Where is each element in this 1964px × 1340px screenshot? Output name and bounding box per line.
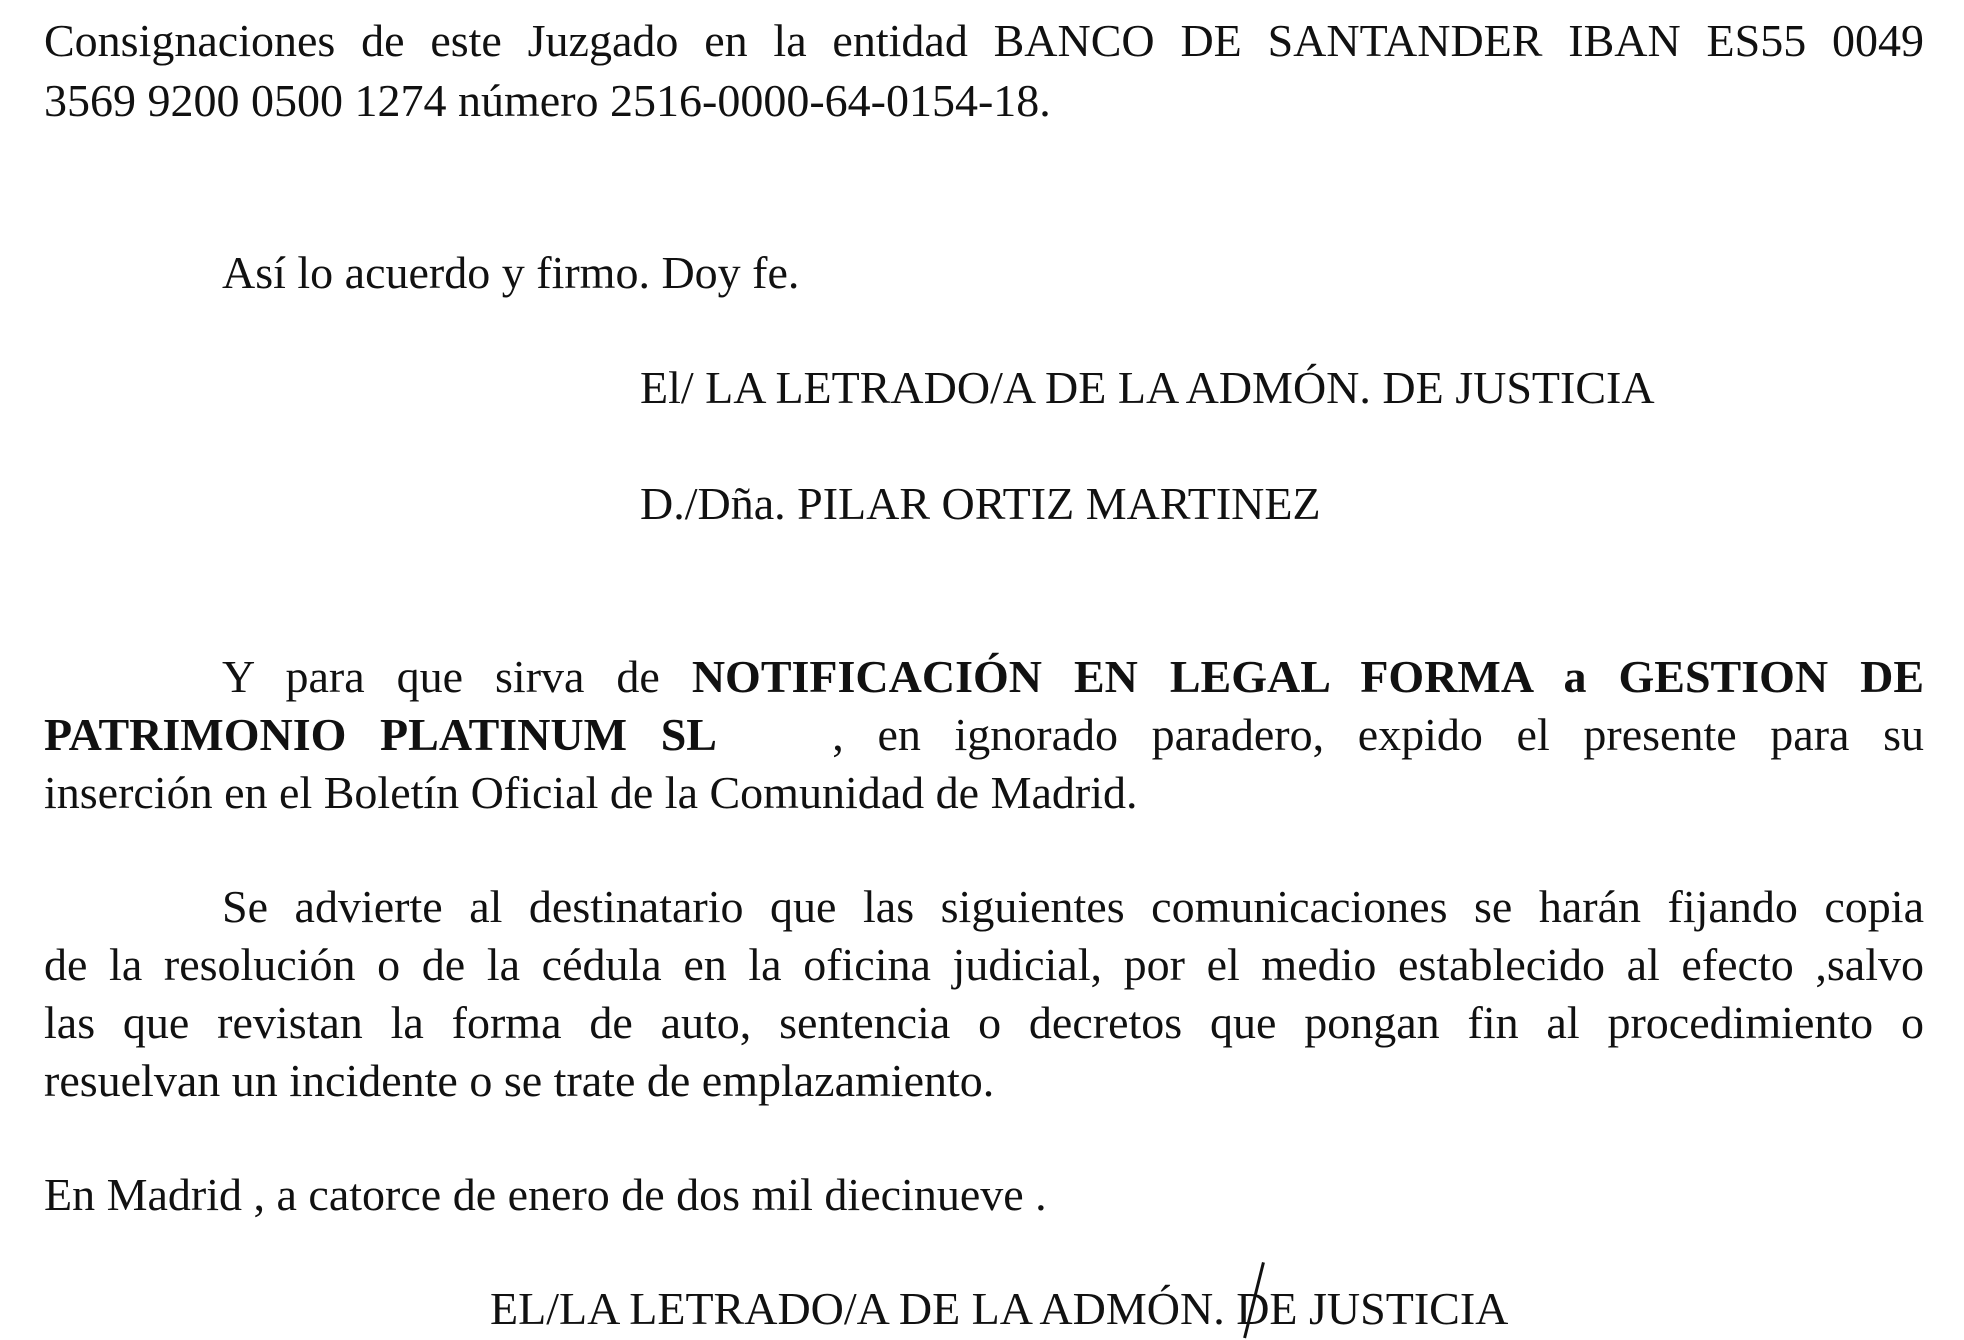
advertencia-line-3: las que revistan la forma de auto, sentencia o decretos que pongan fin al procedimiento o — [44, 997, 1924, 1048]
advertencia-line-4: resuelvan un incidente o se trate de emplazamiento. — [44, 1055, 995, 1106]
advertencia-line-2: de la resolución o de la cédula en la oficina judicial, por el medio establecido al efecto ,salvo — [44, 939, 1924, 990]
acuerdo-text: Así lo acuerdo y firmo. Doy fe. — [222, 247, 800, 298]
notificacion-bold-heading: NOTIFICACIÓN EN LEGAL FORMA a GESTION DE — [691, 651, 1924, 702]
notificacion-intro: Y para que sirva de — [222, 651, 660, 702]
advertencia-line-1: Se advierte al destinatario que las siguientes comunicaciones se harán fijando copia — [222, 881, 1924, 932]
signature-title-1: El/ LA LETRADO/A DE LA ADMÓN. DE JUSTICIA — [640, 362, 1655, 413]
signature-title-2: EL/LA LETRADO/A DE LA ADMÓN. DE JUSTICIA — [490, 1283, 1509, 1334]
notificacion-line-3: inserción en el Boletín Oficial de la Comunidad de Madrid. — [44, 767, 1138, 818]
notificacion-line-2 — [44, 709, 1925, 760]
signature-name-1: D./Dña. PILAR ORTIZ MARTINEZ — [640, 478, 1321, 529]
notificacion-line-1 — [44, 651, 1924, 702]
consignaciones-line-2: 3569 9200 0500 1274 número 2516-0000-64-0154-18. — [44, 75, 1051, 126]
notificacion-company-name: PATRIMONIO PLATINUM SL — [44, 709, 717, 760]
consignaciones-line-1: Consignaciones de este Juzgado en la entidad BANCO DE SANTANDER IBAN ES55 0049 — [44, 15, 1924, 66]
fecha-text: En Madrid , a catorce de enero de dos mil diecinueve . — [44, 1169, 1047, 1220]
notificacion-rest: , en ignorado paradero, expido el presente para su — [832, 709, 1925, 760]
